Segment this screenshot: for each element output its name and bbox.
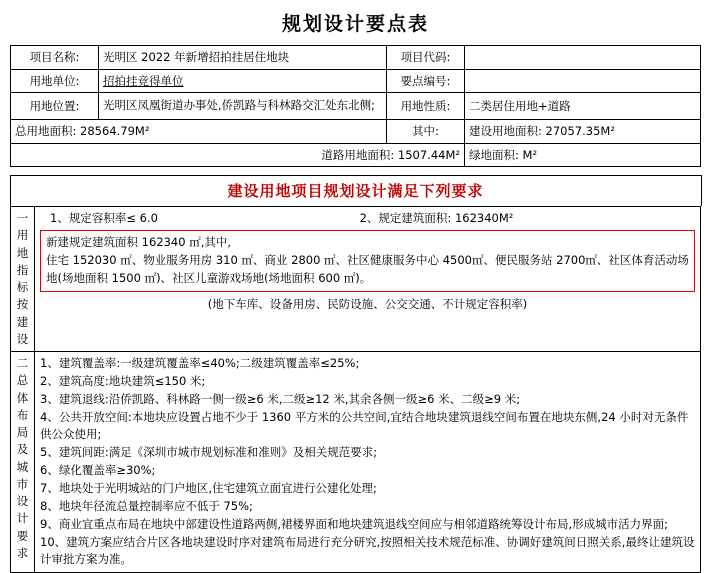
table-row (11, 46, 701, 70)
cell-total-land (11, 119, 387, 143)
label-build-land: 建设用地面积: (469, 123, 542, 138)
cell-value-land-location: 光明区凤凰街道办事处,侨凯路与科林路交汇处东北侧; (99, 93, 387, 120)
cell-road-land (11, 143, 465, 167)
table-row-section-one (11, 207, 701, 352)
cell-label-land-nature: 用地性质: (387, 93, 465, 120)
table-row (11, 93, 701, 120)
value-total-land: 28564.79M² (80, 123, 150, 138)
list-item: 4、公共开放空间:本地块应设置占地不少于 1360 平方米的公共空间,宜结合地块建筑退线空间布置在地块东侧,24 小时对无条件供公众使用; (40, 410, 689, 442)
cell-value-land-nature: 二类居住用地+道路 (465, 93, 701, 120)
section-one-content (35, 207, 701, 352)
label-of-which: 其中: (412, 123, 439, 138)
cell-label-land-location: 用地位置: (11, 93, 99, 120)
cell-value-land-unit: 招拍挂竞得单位 (99, 69, 387, 93)
list-item: 5、建筑间距:满足《深圳市城市规划标准和准则》及相关规范要求; (40, 445, 378, 460)
list-item: 10、建筑方案应结合片区各地块建设时序对建筑布局进行充分研究,按照相关技术规范标准、协调好建筑间日照关系,最终让建筑设计审批方案为准。 (40, 535, 695, 567)
cell-value-project-code (465, 46, 701, 70)
list-item: 1、建筑覆盖率:一级建筑覆盖率≤40%;二级建筑覆盖率≤25%; (40, 356, 360, 371)
value-green-land: M² (522, 147, 538, 162)
requirements-table (10, 206, 701, 573)
red-text-line-1: 新建规定建筑面积 162340 ㎡,其中, (46, 235, 232, 250)
vertical-label-section-two: 二总体布局及城市设计要求 (11, 352, 35, 573)
requirement-list (40, 355, 695, 568)
list-item: 9、商业宜重点布局在地块中部建设性道路两侧,裙楼界面和地块建筑退线空间应与相邻道路统筹设计布局,形成城市活力界面; (40, 517, 668, 532)
vertical-index-one: 一 (16, 211, 29, 226)
build-area-value: 162340M² (454, 211, 514, 226)
far-label: 1、规定容积率≤ 6.0 (50, 211, 158, 226)
far-area-row (40, 210, 695, 227)
cell-label-point-no: 要点编号: (387, 69, 465, 93)
cell-label-project-code: 项目代码: (387, 46, 465, 70)
vertical-text-one: 用地指标按建设 (16, 228, 29, 346)
value-road-land: 1507.44M² (397, 147, 460, 162)
label-road-land: 道路用地面积: (321, 147, 395, 162)
cell-value-point-no (465, 69, 701, 93)
label-green-land: 绿地面积: (469, 147, 519, 162)
value-build-land: 27057.35M² (545, 123, 615, 138)
list-item: 7、地块处于光明城站的门户地区,住宅建筑立面宜进行公建化处理; (40, 481, 377, 496)
page-title: 规划设计要点表 (281, 13, 429, 35)
cell-build-land (465, 119, 701, 143)
list-item: 8、地块年径流总量控制率应不低于 75%; (40, 499, 253, 514)
build-area-row (360, 210, 695, 227)
cell-of-which (387, 119, 465, 143)
list-item: 6、绿化覆盖率≥30%; (40, 463, 156, 478)
document-page (0, 9, 711, 567)
section-band-title: 建设用地项目规划设计满足下列要求 (10, 175, 702, 206)
table-row (11, 69, 701, 93)
list-item: 3、建筑退线:沿侨凯路、科林路一侧一级≥6 米,二级≥12 米,其余各侧一级≥6 米、二级≥9 米; (40, 392, 521, 407)
cell-value-project-name: 光明区 2022 年新增招拍挂居住地块 (99, 46, 387, 70)
cell-label-land-unit: 用地单位: (11, 69, 99, 93)
vertical-label-section-one (11, 207, 35, 352)
red-highlight-box (40, 230, 695, 291)
table-row (11, 119, 701, 143)
label-total-land: 总用地面积: (15, 123, 77, 138)
section-one-note: (地下车库、设备用房、民防设施、公交交通、不计规定容积率) (207, 296, 528, 311)
cell-label-project-name: 项目名称: (11, 46, 99, 70)
build-area-label: 2、规定建筑面积: (359, 211, 452, 226)
red-text-line-2: 住宅 152030 ㎡、物业服务用房 310 ㎡、商业 2800 ㎡、社区健康服务中心 4500㎡、便民服务站 2700㎡、社区体育活动场地(场地面积 1500 ㎡)、社区儿童游戏场地(场地面积 600 ㎡)。 (46, 253, 689, 286)
table-row-section-two (11, 352, 701, 573)
section-two-content (35, 352, 701, 573)
list-item: 2、建筑高度:地块建筑≤150 米; (40, 374, 206, 389)
